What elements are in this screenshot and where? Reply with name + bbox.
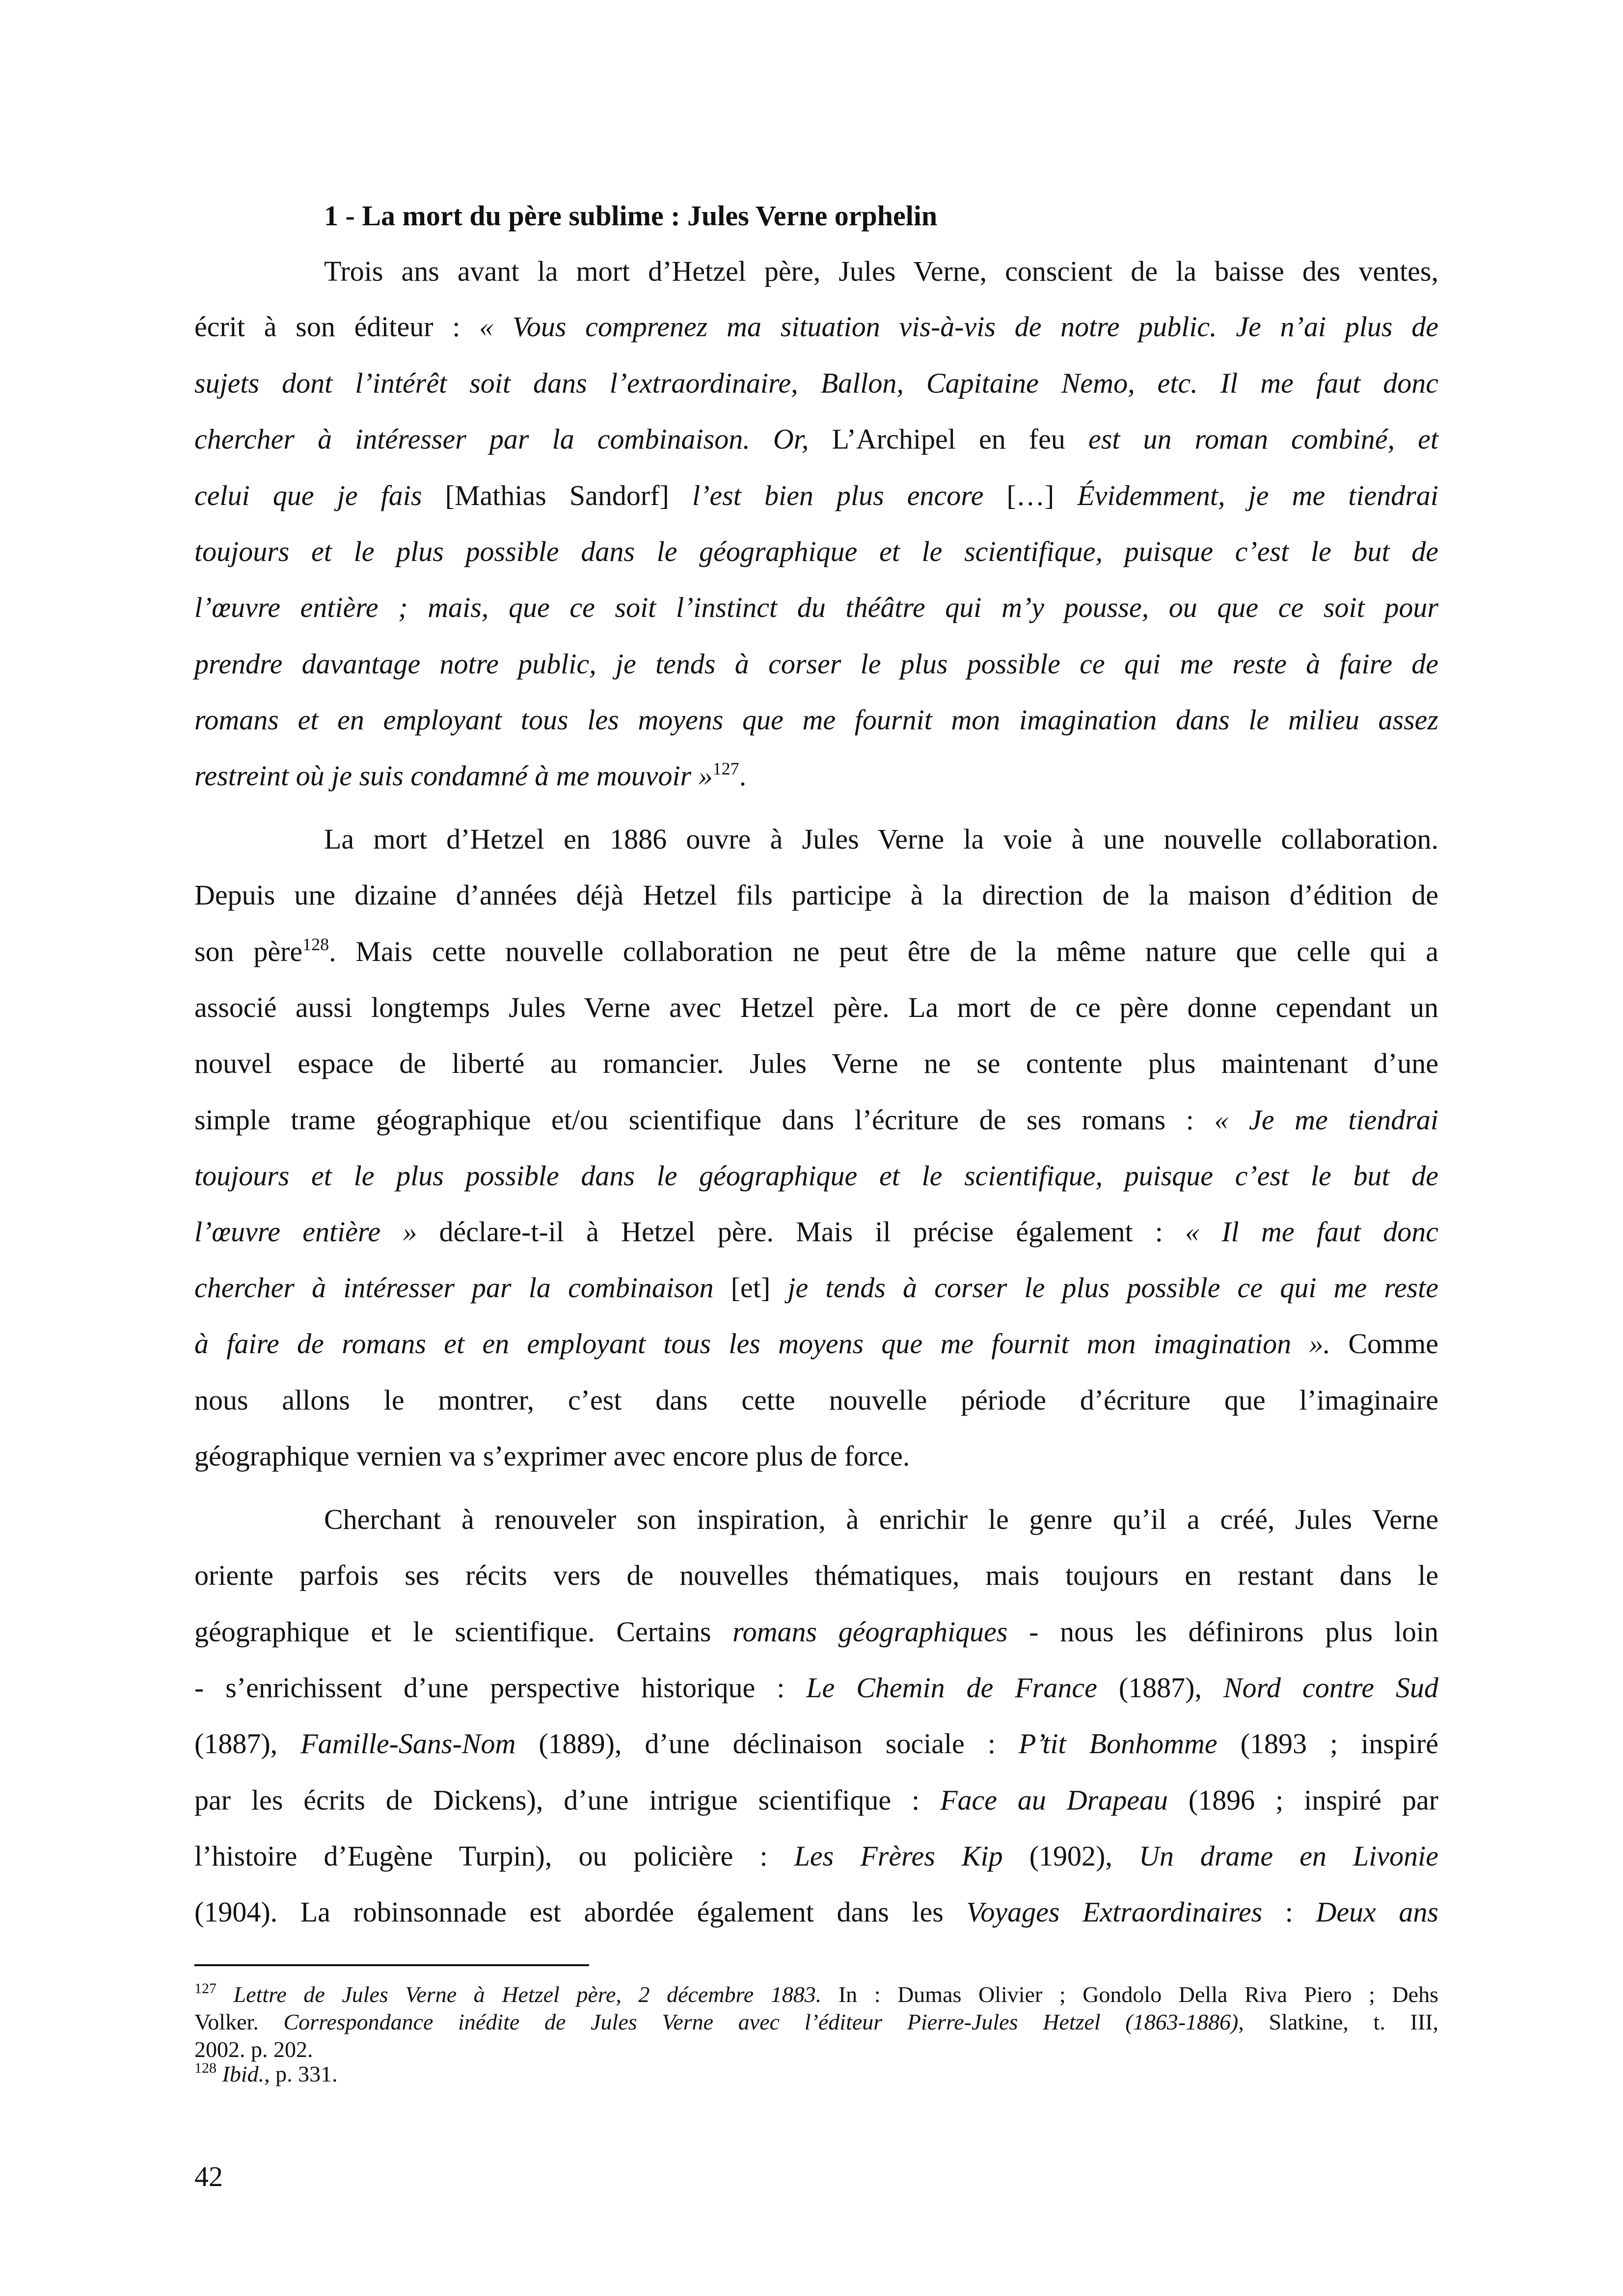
text-line (194, 422, 1438, 456)
text-run: nous allons le montrer, c’est dans cette nouvelle période d’écriture que l’imaginaire (194, 1384, 1438, 1416)
text-run: 2002. p. 202. (194, 2037, 313, 2062)
text-line (324, 1502, 1438, 1537)
text-line (324, 822, 1438, 856)
text-line (194, 590, 1438, 625)
italic-text: « Je me tiendrai (1214, 1104, 1438, 1136)
text-line (194, 1327, 1438, 1361)
footnote-reference: 128 (194, 2060, 216, 2076)
text-run: . (739, 760, 747, 792)
italic-text: l’œuvre entière ; mais, que ce soit l’instinct du théâtre qui m’y pousse, ou que ce soit pour (194, 591, 1438, 623)
footnote-separator (194, 1964, 589, 1966)
italic-text: je tends à corser le plus possible ce qui me reste (787, 1272, 1438, 1304)
text-line (194, 366, 1438, 400)
text-run: son père (194, 935, 303, 967)
text-run: déclare-t-il à Hetzel père. Mais il précise également : (439, 1216, 1186, 1248)
italic-text: Correspondance inédite de Jules Verne avec l’éditeur Pierre-Jules Hetzel (1863-1886) (283, 2009, 1239, 2034)
text-run: [et] (730, 1272, 788, 1304)
italic-text: l’est bien plus encore (692, 480, 1007, 511)
text-run: . Mais cette nouvelle collaboration ne peut être de la même nature que celle qui a (329, 935, 1439, 967)
italic-text: toujours et le plus possible dans le géographique et le scientifique, puisque c’est le but de (194, 535, 1438, 567)
text-line (194, 1215, 1438, 1249)
text-run: (1893 ; inspiré (1217, 1728, 1438, 1760)
text-line (194, 1046, 1438, 1081)
text-line (194, 1839, 1438, 1873)
italic-text: Ibid., (222, 2061, 270, 2086)
text-line (194, 647, 1438, 681)
text-run (216, 2061, 222, 2086)
italic-text: Face au Drapeau (940, 1784, 1168, 1816)
text-line (194, 1895, 1438, 1929)
text-run: - nous les définirons plus loin (1007, 1616, 1439, 1648)
text-run: associé aussi longtemps Jules Verne avec Hetzel père. La mort de ce père donne cependant un (194, 991, 1438, 1023)
text-run: La mort d’Hetzel en 1886 ouvre à Jules Verne la voie à une nouvelle collaboration. (324, 823, 1438, 855)
italic-text: Lettre de Jules Verne à Hetzel père, 2 décembre 1883. (216, 1982, 822, 2007)
footnote-reference: 128 (302, 934, 329, 954)
footnote-reference: 127 (194, 1980, 216, 1997)
text-run: Depuis une dizaine d’années déjà Hetzel fils participe à la direction de la maison d’édition de (194, 879, 1438, 911)
text-run: oriente parfois ses récits vers de nouvelles thématiques, mais toujours en restant dans le (194, 1559, 1438, 1591)
page-number: 42 (194, 2161, 223, 2192)
text-run: p. 331. (270, 2061, 338, 2086)
text-run: l’histoire d’Eugène Turpin), ou policière : (194, 1840, 794, 1872)
text-line (194, 1271, 1438, 1305)
text-line (194, 1558, 1438, 1593)
italic-text: chercher à intéresser par la combinaison. Or, (194, 423, 832, 455)
footnote-line (194, 2037, 1438, 2062)
text-run: (1896 ; inspiré par (1168, 1784, 1439, 1816)
text-line (194, 1783, 1438, 1817)
italic-text: Famille-Sans-Nom (300, 1728, 516, 1760)
italic-text: Les Frères Kip (794, 1840, 1003, 1872)
text-line (194, 1103, 1438, 1137)
text-run: Trois ans avant la mort d’Hetzel père, Jules Verne, conscient de la baisse des ventes, (324, 255, 1438, 287)
text-run: (1889), d’une déclinaison sociale : (515, 1728, 1019, 1760)
text-run: Comme (1330, 1328, 1438, 1360)
italic-text: Deux ans (1316, 1896, 1438, 1928)
text-run: (1887), (1097, 1672, 1223, 1704)
italic-text: « Vous comprenez ma situation vis-à-vis de notre public. Je n’ai plus de (479, 311, 1438, 343)
text-run: Volker. (194, 2009, 284, 2034)
italic-text: à faire de romans et en employant tous les moyens que me fournit mon imagination ». (194, 1328, 1330, 1360)
text-line (194, 1383, 1438, 1417)
text-run: In : Dumas Olivier ; Gondolo Della Riva Piero ; Dehs (821, 1982, 1439, 2007)
text-line (194, 990, 1438, 1025)
text-run: […] (1006, 480, 1078, 511)
text-line (194, 479, 1438, 513)
text-line (194, 759, 1438, 793)
text-run: (1887), (194, 1728, 301, 1760)
text-run: géographique et le scientifique. Certains (194, 1616, 733, 1648)
section-heading: 1 - La mort du père sublime : Jules Verne orphelin (324, 200, 938, 232)
text-run: par les écrits de Dickens), d’une intrigue scientifique : (194, 1784, 941, 1816)
text-line (194, 1615, 1438, 1649)
text-line (194, 878, 1438, 912)
footnote-line (194, 2009, 1438, 2035)
italic-text: Un drame en Livonie (1138, 1840, 1438, 1872)
text-line (194, 934, 1438, 969)
text-run: - s’enrichissent d’une perspective historique : (194, 1672, 807, 1704)
italic-text: l’œuvre entière » (194, 1216, 439, 1248)
text-run: : (1262, 1896, 1316, 1928)
text-line (324, 254, 1438, 289)
text-run: , Slatkine, t. III, (1238, 2009, 1439, 2034)
text-run: [Mathias Sandorf] (445, 480, 692, 511)
text-line (194, 1159, 1438, 1193)
footnote-line (194, 1982, 1438, 2007)
text-run: (1902), (1002, 1840, 1139, 1872)
text-run: simple trame géographique et/ou scientifique dans l’écriture de ses romans : (194, 1104, 1215, 1136)
italic-text: Nord contre Sud (1223, 1672, 1438, 1704)
text-line (194, 703, 1438, 737)
italic-text: sujets dont l’intérêt soit dans l’extraordinaire, Ballon, Capitaine Nemo, etc. Il me faut donc (194, 367, 1438, 399)
italic-text: Le Chemin de France (806, 1672, 1097, 1704)
italic-text: Évidemment, je me tiendrai (1077, 480, 1438, 511)
footnote-line (194, 2061, 1438, 2087)
italic-text: romans et en employant tous les moyens que me fournit mon imagination dans le milieu assez (194, 704, 1438, 736)
italic-text: Voyages Extraordinaires (966, 1896, 1263, 1928)
text-run: nouvel espace de liberté au romancier. Jules Verne ne se contente plus maintenant d’une (194, 1047, 1438, 1079)
italic-text: romans géographiques (732, 1616, 1008, 1648)
italic-text: prendre davantage notre public, je tends à corser le plus possible ce qui me reste à faire de (194, 648, 1438, 680)
text-line (194, 1727, 1438, 1761)
text-run: (1904). La robinsonnade est abordée également dans les (194, 1896, 967, 1928)
italic-text: toujours et le plus possible dans le géographique et le scientifique, puisque c’est le but de (194, 1160, 1438, 1192)
text-run: L’Archipel en feu (832, 423, 1088, 455)
text-line (194, 310, 1438, 344)
italic-text: « Il me faut donc (1185, 1216, 1439, 1248)
text-run: Cherchant à renouveler son inspiration, à enrichir le genre qu’il a créé, Jules Verne (324, 1503, 1438, 1535)
text-line (194, 1439, 1438, 1473)
italic-text: P’tit Bonhomme (1018, 1728, 1217, 1760)
text-line (194, 1671, 1438, 1705)
italic-text: restreint où je suis condamné à me mouvoir » (194, 760, 713, 792)
italic-text: chercher à intéresser par la combinaison (194, 1272, 731, 1304)
italic-text: est un roman combiné, et (1088, 423, 1439, 455)
footnote-reference: 127 (712, 759, 739, 778)
text-line (194, 534, 1438, 569)
text-run: géographique vernien va s’exprimer avec encore plus de force. (194, 1440, 910, 1472)
text-run: écrit à son éditeur : (194, 311, 480, 343)
italic-text: celui que je fais (194, 480, 445, 511)
